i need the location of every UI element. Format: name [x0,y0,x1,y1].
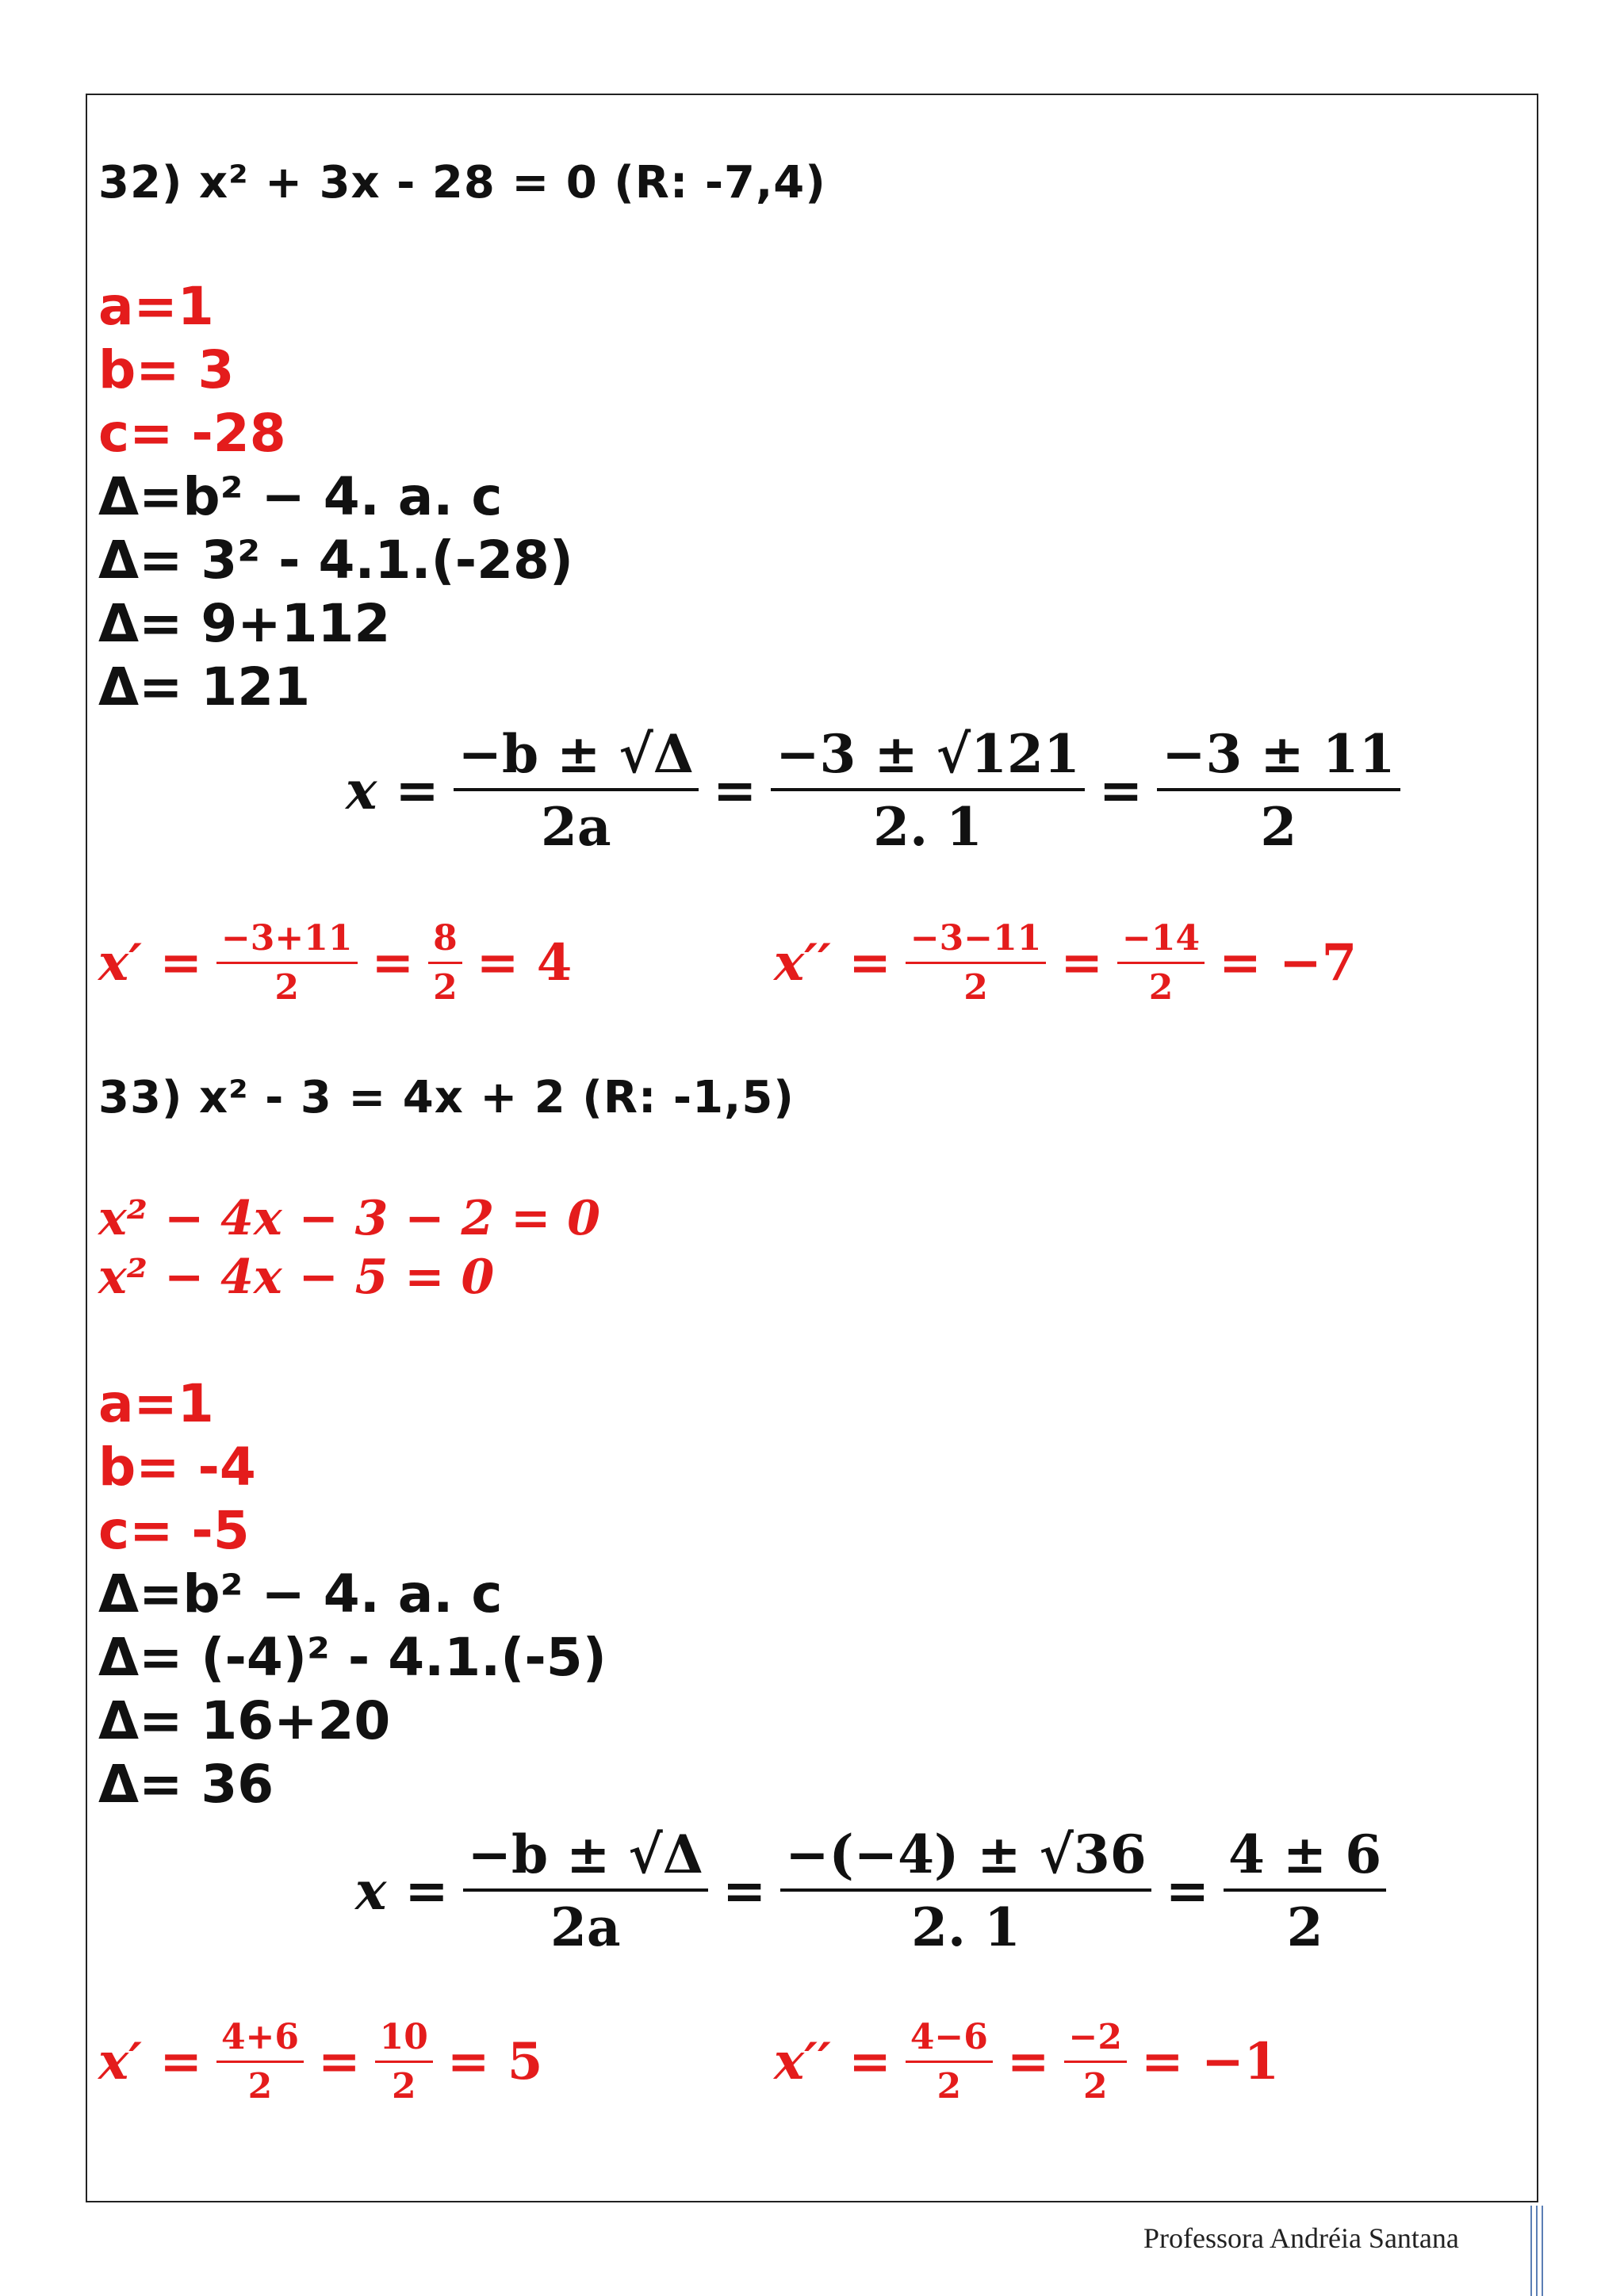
bhaskara-equation-33 [355,1823,1386,1958]
fraction-denominator: 2 [375,2061,433,2107]
delta-sum-32: Δ= 9+112 [98,593,391,654]
fraction [906,2017,993,2107]
footer-author: Professora Andréia Santana [1143,2222,1459,2254]
delta-substitution-32: Δ= 3² - 4.1.(-28) [98,530,574,591]
delta-substitution-33: Δ= (-4)² - 4.1.(-5) [98,1627,607,1688]
fraction-numerator: 10 [379,2017,428,2057]
fraction-denominator: 2 [216,962,358,1008]
fraction [1064,2017,1127,2107]
fraction [216,2017,304,2107]
fraction [906,918,1047,1008]
equals-sign: = [1060,933,1104,993]
delta-sum-33: Δ= 16+20 [98,1690,391,1751]
equals-sign: = [712,760,757,821]
fraction-denominator: 2 [1157,788,1400,858]
root-x1-32 [98,918,572,1008]
equals-sign: = [1006,2032,1050,2091]
fraction-denominator: 2 [428,962,462,1008]
fraction [375,2017,433,2107]
root-lhs: x′′ = [774,2032,891,2091]
fraction-denominator: 2 [1224,1888,1386,1958]
equals-sign: = [318,2032,361,2091]
coef-c-32: c= -28 [98,403,286,464]
fraction-denominator: 2 [1064,2061,1127,2107]
fraction-numerator: 4+6 [220,2017,300,2057]
coef-a-33: a=1 [98,1373,214,1434]
fraction-numerator: 4 ± 6 [1228,1823,1382,1885]
root-value: = 5 [446,2032,543,2091]
fraction [1117,918,1205,1008]
coef-c-33: c= -5 [98,1500,250,1561]
coef-b-33: b= -4 [98,1437,256,1498]
fraction-simplified [1157,723,1400,858]
fraction-simplified [1224,1823,1386,1958]
fraction-numerator: −3 ± √121 [776,723,1080,785]
fraction-numerator: −3 ± 11 [1162,723,1396,785]
fraction-numerator: −3+11 [220,918,353,959]
coef-b-32: b= 3 [98,339,235,400]
root-lhs: x′ = [98,933,202,993]
fraction-denominator: 2. 1 [771,788,1085,858]
fraction-numerator: −14 [1122,918,1201,959]
root-x2-33 [774,2017,1279,2107]
root-lhs: x′ = [98,2032,202,2091]
delta-formula-32: Δ=b² − 4. a. c [98,466,503,527]
root-lhs: x′′ = [774,933,891,993]
fraction-denominator: 2 [1117,962,1205,1008]
bhaskara-equation-32 [346,723,1400,858]
footer-decoration-bars [1529,2206,1546,2296]
fraction-denominator: 2 [906,2061,993,2107]
fraction-formula [463,1823,708,1958]
delta-formula-33: Δ=b² − 4. a. c [98,1563,503,1624]
fraction-denominator: 2a [454,788,699,858]
fraction-numerator: −3−11 [910,918,1042,959]
equals-sign: = [722,1860,767,1922]
problem-32-header: 32) x² + 3x - 28 = 0 (R: -7,4) [98,157,826,209]
fraction-numerator: −(−4) ± √36 [785,1823,1147,1885]
fraction-numerator: 4−6 [910,2017,988,2057]
root-value: = 4 [476,933,573,993]
fraction-formula [454,723,699,858]
delta-result-32: Δ= 121 [98,656,311,718]
eq-lhs: x = [355,1860,449,1922]
fraction-substituted [780,1823,1151,1958]
fraction-numerator: −b ± √Δ [458,723,694,785]
root-value: = −1 [1141,2032,1280,2091]
equals-sign: = [371,933,415,993]
root-x2-32 [774,918,1357,1008]
eq-lhs: x = [346,760,439,821]
fraction-denominator: 2a [463,1888,708,1958]
fraction-numerator: −b ± √Δ [467,1823,703,1885]
fraction-substituted [771,723,1085,858]
rearranged-step-2: x² − 4x − 5 = 0 [98,1249,495,1305]
equals-sign: = [1098,760,1143,821]
fraction-numerator: −2 [1068,2017,1123,2057]
fraction [428,918,462,1008]
fraction [216,918,358,1008]
fraction-denominator: 2 [906,962,1047,1008]
root-value: = −7 [1219,933,1358,993]
rearranged-step-1: x² − 4x − 3 − 2 = 0 [98,1191,601,1246]
fraction-denominator: 2 [216,2061,304,2107]
coef-a-32: a=1 [98,276,214,337]
equals-sign: = [1165,1860,1210,1922]
fraction-denominator: 2. 1 [780,1888,1151,1958]
fraction-numerator: 8 [433,918,458,959]
delta-result-33: Δ= 36 [98,1754,274,1815]
problem-33-header: 33) x² - 3 = 4x + 2 (R: -1,5) [98,1072,795,1123]
root-x1-33 [98,2017,542,2107]
